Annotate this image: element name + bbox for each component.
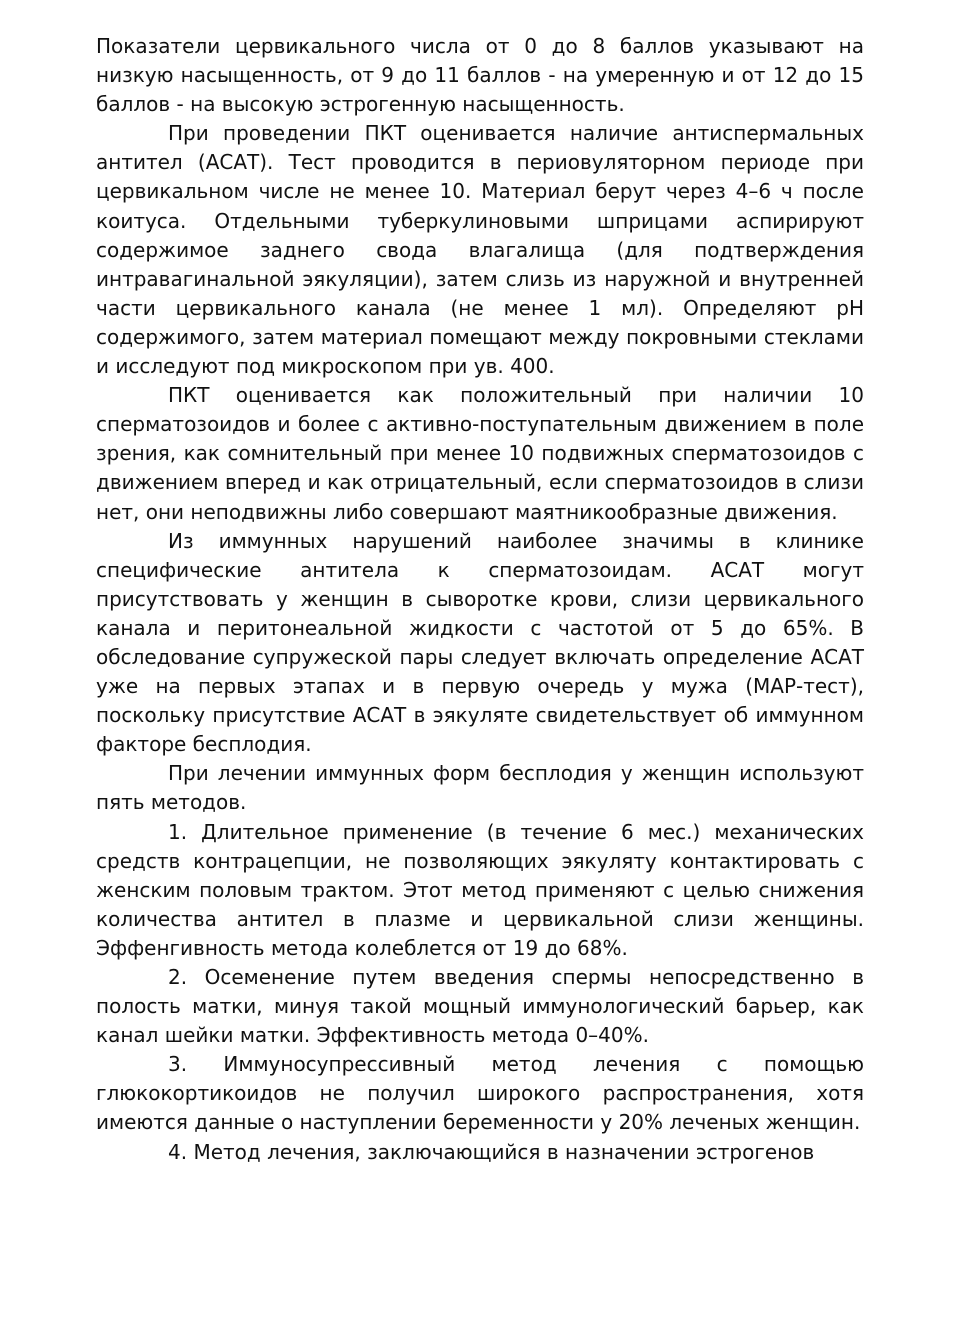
paragraph-method-3: 3. Иммуносупрессивный метод лечения с помощью глюкокортикоидов не получил широкого распространения, хотя имеются данные о наступлении беременности у 20% леченых женщин. — [96, 1052, 864, 1135]
paragraph-method-2: 2. Осеменение путем введения спермы непосредственно в полость матки, минуя такой мощный иммунологический барьер, как канал шейки матки. Эффективность метода 0–40%. — [96, 965, 864, 1048]
paragraph-pkt-evaluation: ПКТ оценивается как положительный при наличии 10 сперматозоидов и более с активно-поступательным движением в поле зрения, как сомнительный при менее 10 подвижных сперматозоидов с движением вперед и как отрицательный, если сперматозоидов в слизи нет, они неподвижны либо совершают маятникообразные движения. — [96, 383, 864, 524]
paragraph-cervical-score: Показатели цервикального числа от 0 до 8 баллов указывают на низкую насыщенность, от 9 до 11 баллов - на умеренную и от 12 до 15 баллов - на высокую эстрогенную насыщенность. — [96, 34, 864, 117]
paragraph-treatment-intro: При лечении иммунных форм бесплодия у женщин используют пять методов. — [96, 761, 864, 815]
paragraph-method-4: 4. Метод лечения, заключающийся в назначении эстрогенов — [168, 1139, 815, 1164]
paragraph-pkt-procedure: При проведении ПКТ оценивается наличие антиспермальных антител (АСАТ). Тест проводится в периовуляторном периоде при цервикальном числе не менее 10. Материал берут через 4–6 ч после коитуса. Отдельными туберкулиновыми шприцами аспирируют содержимое заднего свода влагалища (для подтверждения интравагинальной эякуляции), затем слизь из наружной и внутренней части цервикального канала (не менее 1 мл). Определяют рН содержимого, затем материал помещают между покровными стеклами и исследуют под микроскопом при ув. 400. — [96, 121, 864, 379]
paragraph-method-1: 1. Длительное применение (в течение 6 мес.) механических средств контрацепции, не позволяющих эякуляту контактировать с женским половым трактом. Этот метод применяют с целью снижения количества антител в плазме и цервикальной слизи женщины. Эффенгивность метода колеблется от 19 до 68%. — [96, 819, 864, 960]
document-page — [96, 32, 864, 1167]
paragraph-immune-disorders: Из иммунных нарушений наиболее значимы в клинике специфические антитела к сперматозоидам. АСАТ могут присутствовать у женщин в сыворотке крови, слизи цервикального канала и перитонеальной жидкости с частотой от 5 до 65%. В обследование супружеской пары следует включать определение АСАТ уже на первых этапах и в первую очередь у мужа (МАР-тест), поскольку присутствие АСАТ в эякуляте свидетельствует об иммунном факторе бесплодия. — [96, 528, 864, 757]
